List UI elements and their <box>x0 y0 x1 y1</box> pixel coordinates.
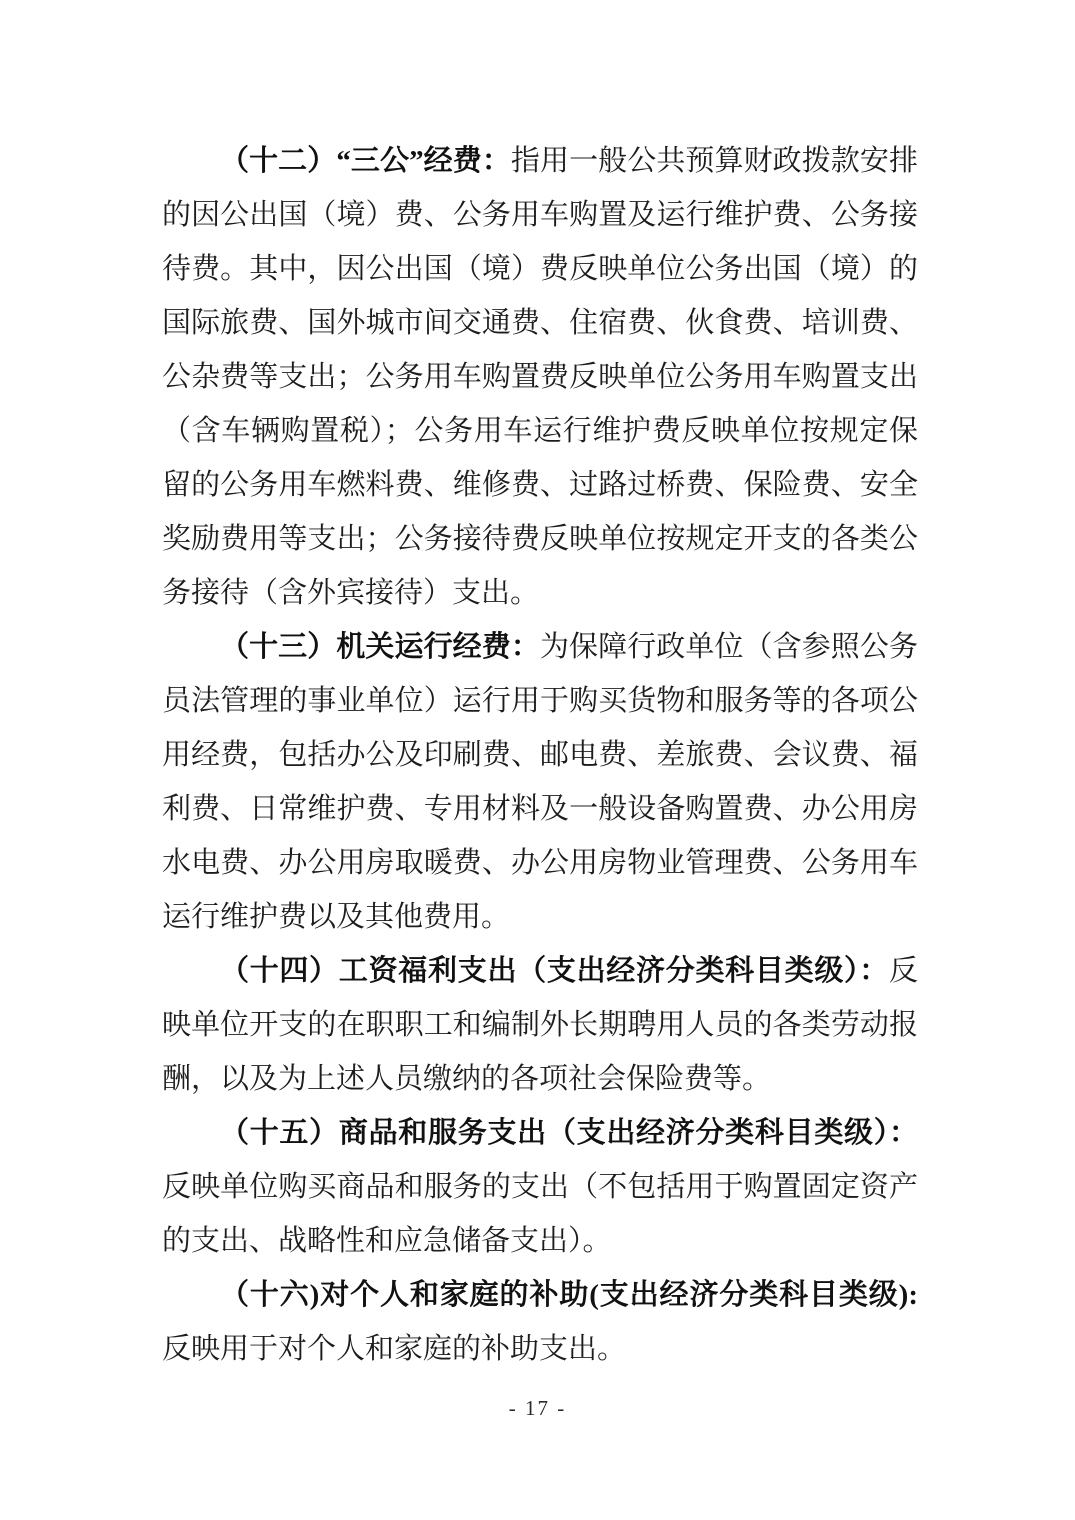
term-heading-15: （十五）商品和服务支出（支出经济分类科目类级）： <box>220 1117 918 1149</box>
term-heading-16: （十六)对个人和家庭的补助(支出经济分类科目类级): <box>220 1279 918 1311</box>
paragraph-term-14 <box>162 944 918 1106</box>
term-definition-13: 为保障行政单位（含参照公务员法管理的事业单位）运行用于购买货物和服务等的各项公用经费，包括办公及印刷费、邮电费、差旅费、会议费、福利费、日常维护费、专用材料及一般设备购置费、办公用房水电费、办公用房取暖费、办公用房物业管理费、公务用车运行维护费以及其他费用。 <box>162 631 918 933</box>
term-heading-12: （十二）“三公”经费： <box>220 145 511 177</box>
term-heading-14: （十四）工资福利支出（支出经济分类科目类级）： <box>220 955 889 987</box>
term-definition-16: 反映用于对个人和家庭的补助支出。 <box>162 1333 627 1365</box>
term-definition-14: 反映单位开支的在职职工和编制外长期聘用人员的各类劳动报酬，以及为上述人员缴纳的各项社会保险费等。 <box>162 955 918 1095</box>
page-number: - 17 - <box>508 1396 567 1420</box>
paragraph-term-12 <box>162 134 918 620</box>
term-definition-12: 指用一般公共预算财政拨款安排的因公出国（境）费、公务用车购置及运行维护费、公务接待费。其中，因公出国（境）费反映单位公务出国（境）的国际旅费、国外城市间交通费、住宿费、伙食费、培训费、公杂费等支出；公务用车购置费反映单位公务用车购置支出（含车辆购置税）；公务用车运行维护费反映单位按规定保留的公务用车燃料费、维修费、过路过桥费、保险费、安全奖励费用等支出；公务接待费反映单位按规定开支的各类公务接待（含外宾接待）支出。 <box>162 145 918 609</box>
paragraph-term-13 <box>162 620 918 944</box>
term-definition-15: 反映单位购买商品和服务的支出（不包括用于购置固定资产的支出、战略性和应急储备支出）。 <box>162 1171 918 1257</box>
page-footer <box>0 1396 1075 1421</box>
paragraph-term-16 <box>162 1268 918 1376</box>
term-heading-13: （十三）机关运行经费： <box>220 631 540 663</box>
document-body <box>162 134 918 1376</box>
paragraph-term-15 <box>162 1106 918 1268</box>
